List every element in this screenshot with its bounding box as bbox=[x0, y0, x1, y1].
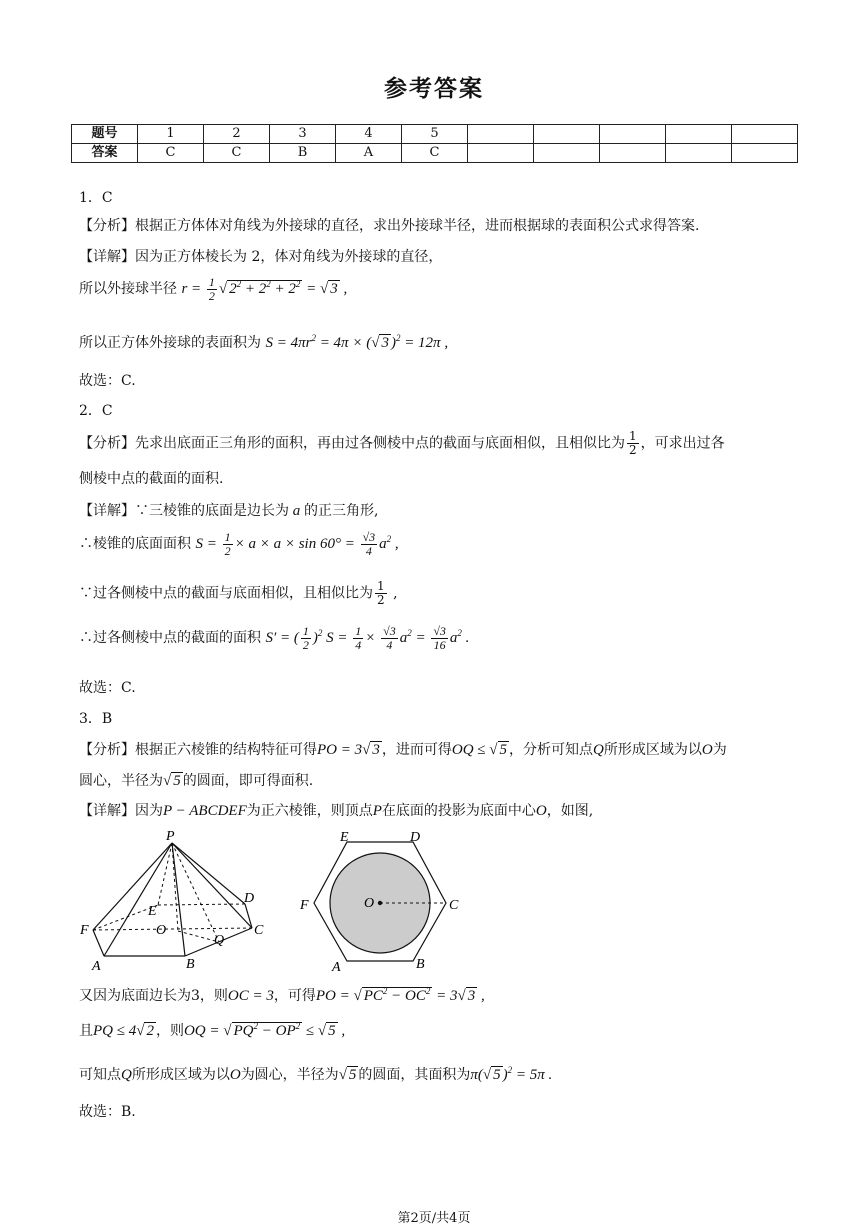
line-text: ，可得 bbox=[273, 988, 316, 1004]
analysis-tag: 【分析】 bbox=[79, 218, 135, 234]
q2-conclusion: 故选：C. bbox=[79, 680, 136, 696]
math-formula: r = $\frac{1}{2}$ √ $2^2 + 2^2 + 2^2$ = √ 3 , bbox=[181, 275, 348, 303]
table-cell bbox=[534, 125, 600, 144]
q2-detail: 【详解】∵三棱锥的底面是边长为 a 的正三角形, bbox=[79, 503, 379, 519]
line-text: 可知点 bbox=[79, 1067, 121, 1083]
math-formula: S′ = ( $\frac{1}{2}$ )$^2$ S = $\frac{1}{4}$ × $\frac{√3}{4}$ $a^2$ = $\frac{√3}{16}$ $a^2$ . bbox=[265, 624, 470, 652]
analysis-text: ，进而可得 bbox=[381, 742, 452, 758]
q3-heading: 3．B bbox=[79, 711, 113, 727]
label-E: E bbox=[148, 904, 157, 919]
q3-line1: 又因为底面边长为3，则OC = 3，可得PO = √ $PC^2 - OC^2 = 3√$ 3 , bbox=[79, 986, 485, 1004]
table-row bbox=[72, 125, 798, 144]
table-cell: 2 bbox=[204, 125, 270, 144]
detail-tag: 【详解】 bbox=[79, 803, 135, 819]
analysis-text: 为 bbox=[712, 742, 727, 758]
q1-radius-line bbox=[79, 276, 347, 303]
label-A: A bbox=[332, 960, 341, 975]
q1-analysis bbox=[79, 215, 699, 235]
label-D: D bbox=[410, 830, 421, 845]
table-row bbox=[72, 144, 798, 163]
q3-line3: 可知点Q所形成区域为以O为圆心，半径为√ 5 的圆面，其面积为π(√ 5 )$^2$ = 5π . bbox=[79, 1065, 553, 1083]
label-C: C bbox=[449, 898, 459, 913]
label-O: O bbox=[364, 896, 375, 911]
table-cell: 5 bbox=[402, 125, 468, 144]
analysis-text: ，可求出过各 bbox=[640, 435, 725, 452]
table-cell: 4 bbox=[336, 125, 402, 144]
label-F: F bbox=[300, 898, 309, 913]
line-text: 的圆面，其面积为 bbox=[358, 1067, 471, 1083]
analysis-text: 所形成区域为以 bbox=[603, 742, 702, 758]
q3-line2: 且PQ ≤ 4√ 2 ，则OQ = √ $PQ^2 - OP^2$ ≤ √ 5 , bbox=[79, 1021, 346, 1039]
q2-analysis-cont: 侧棱中点的截面的面积. bbox=[79, 471, 224, 487]
line-text: ，则 bbox=[155, 1023, 184, 1039]
label-B: B bbox=[186, 957, 195, 972]
label-E: E bbox=[340, 830, 349, 845]
q2-analysis: 【分析】先求出底面正三角形的面积，再由过各侧棱中点的截面与底面相似，且相似比为 $\frac{1}{2}$ ，可求出过各 bbox=[79, 429, 725, 457]
detail-text: ，如图, bbox=[546, 803, 594, 819]
line-text: 且 bbox=[79, 1023, 93, 1039]
q3-detail: 【详解】因为P − ABCDEF为正六棱锥，则顶点P在底面的投影为底面中心O，如图, bbox=[79, 803, 594, 819]
analysis-text: ，分析可知点 bbox=[509, 742, 593, 758]
label-F: F bbox=[80, 923, 89, 938]
table-cell: 1 bbox=[138, 125, 204, 144]
q1-detail bbox=[79, 246, 442, 266]
pyramid-figure bbox=[76, 825, 276, 975]
table-cell bbox=[732, 125, 798, 144]
label-C: C bbox=[254, 923, 264, 938]
analysis-tag: 【分析】 bbox=[79, 742, 135, 758]
table-header-cell: 题号 bbox=[72, 125, 138, 144]
q1-area-line bbox=[79, 332, 448, 352]
line-text: ∵过各侧棱中点的截面与底面相似，且相似比为 bbox=[79, 585, 373, 602]
q2-base-area bbox=[79, 531, 399, 558]
page-title: 参考答案 bbox=[384, 76, 484, 102]
hexagon-figure bbox=[296, 825, 471, 975]
q3-conclusion: 故选：B. bbox=[79, 1104, 136, 1120]
page-footer: 第2页/共4页 bbox=[397, 1211, 471, 1226]
q2-heading: 2．C bbox=[79, 403, 113, 419]
table-cell: C bbox=[138, 144, 204, 163]
table-cell: A bbox=[336, 144, 402, 163]
label-B: B bbox=[416, 957, 425, 972]
q3-analysis-cont: 圆心，半径为√ 5 的圆面，即可得面积. bbox=[79, 773, 314, 789]
table-cell bbox=[732, 144, 798, 163]
detail-text: 在底面的投影为底面中心 bbox=[381, 803, 536, 819]
line-text: ∴过各侧棱中点的截面的面积 bbox=[79, 629, 261, 646]
label-Q: Q bbox=[214, 933, 225, 948]
label-O: O bbox=[156, 923, 167, 938]
line-text: 所以正方体外接球的表面积为 bbox=[79, 335, 261, 351]
analysis-text: 的圆面，即可得面积. bbox=[182, 773, 314, 789]
answer-table bbox=[71, 124, 798, 163]
line-text: 为圆心，半径为 bbox=[240, 1067, 339, 1083]
q1-conclusion: 故选：C. bbox=[79, 373, 136, 389]
table-cell bbox=[468, 125, 534, 144]
table-cell: C bbox=[402, 144, 468, 163]
table-cell bbox=[666, 125, 732, 144]
table-cell: 3 bbox=[270, 125, 336, 144]
line-text: 所形成区域为以 bbox=[131, 1067, 230, 1083]
math-formula: $S = 4\pi r^2 = 4\pi$ × (√ 3 )$^2$ = 12π , bbox=[265, 333, 449, 351]
detail-text: ∵三棱锥的底面是边长为 bbox=[135, 503, 289, 519]
analysis-text: 圆心，半径为 bbox=[79, 773, 163, 789]
label-D: D bbox=[244, 891, 255, 906]
math-formula: S = $\frac{1}{2}$ × a × a × sin 60° = $\frac{√3}{4}$ $a^2$ , bbox=[195, 530, 399, 558]
detail-text: 因为正方体棱长为 2，体对角线为外接球的直径， bbox=[135, 249, 443, 265]
line-text: 所以外接球半径 bbox=[79, 280, 177, 297]
table-cell bbox=[666, 144, 732, 163]
q2-section-area bbox=[79, 625, 469, 652]
table-cell bbox=[534, 144, 600, 163]
analysis-tag: 【分析】 bbox=[79, 435, 135, 452]
label-P: P bbox=[166, 829, 175, 844]
table-cell: C bbox=[204, 144, 270, 163]
detail-text: 为正六棱锥，则顶点 bbox=[246, 803, 373, 819]
detail-tag: 【详解】 bbox=[79, 503, 135, 519]
detail-text: 因为 bbox=[135, 803, 163, 819]
q3-analysis: 【分析】根据正六棱锥的结构特征可得PO = 3√ 3 ，进而可得OQ ≤ √ 5 ，分析可知点Q所形成区域为以O为 bbox=[79, 742, 727, 758]
table-cell bbox=[600, 125, 666, 144]
table-header-cell: 答案 bbox=[72, 144, 138, 163]
table-cell: B bbox=[270, 144, 336, 163]
table-cell bbox=[468, 144, 534, 163]
line-text: 又因为底面边长为3，则 bbox=[79, 988, 228, 1004]
analysis-text: 根据正六棱锥的结构特征可得 bbox=[135, 742, 317, 758]
label-A: A bbox=[92, 959, 101, 974]
detail-tag: 【详解】 bbox=[79, 249, 135, 265]
q2-ratio: ∵过各侧棱中点的截面与底面相似，且相似比为 $\frac{1}{2}$ , bbox=[79, 579, 398, 607]
analysis-text: 根据正方体体对角线为外接球的直径，求出外接球半径，进而根据球的表面积公式求得答案. bbox=[135, 218, 700, 234]
detail-text: 的正三角形, bbox=[304, 503, 379, 519]
table-cell bbox=[600, 144, 666, 163]
q1-heading: 1．C bbox=[79, 190, 113, 206]
line-text: ∴棱锥的底面面积 bbox=[79, 535, 191, 552]
analysis-text: 先求出底面正三角形的面积，再由过各侧棱中点的截面与底面相似，且相似比为 bbox=[135, 435, 625, 452]
